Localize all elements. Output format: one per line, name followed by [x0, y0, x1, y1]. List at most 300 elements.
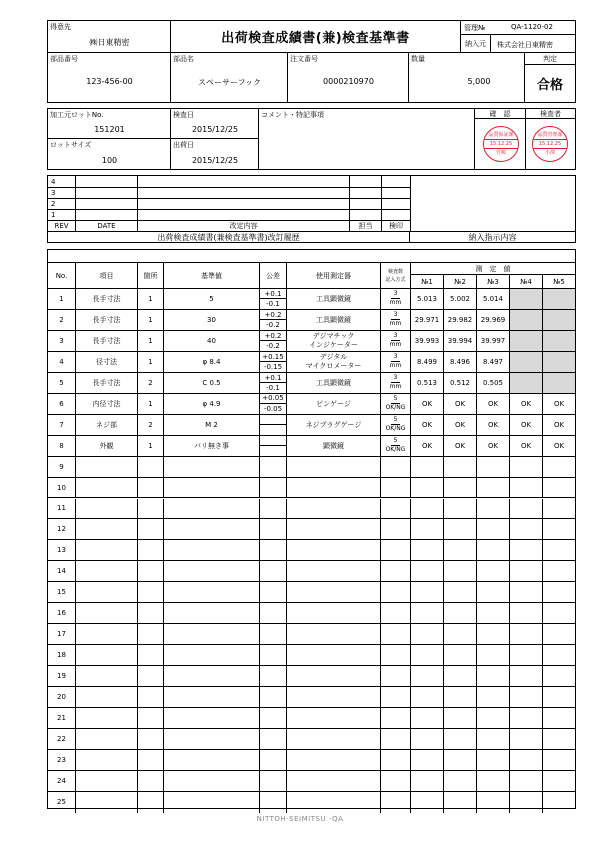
order-no-label: 注文番号	[290, 55, 318, 63]
row-cell	[138, 687, 164, 707]
row-cell	[543, 687, 575, 707]
table-row	[48, 289, 575, 310]
row-cell	[138, 792, 164, 813]
part-name-label: 部品名	[173, 55, 194, 63]
lot-label: 加工元ロットNo.	[50, 111, 104, 119]
row-cell	[477, 750, 510, 770]
header-spacer	[48, 250, 575, 263]
row-cell	[477, 708, 510, 728]
row-item: 内径寸法	[76, 394, 138, 414]
row-cell	[543, 666, 575, 686]
rev-approve-label: 検印	[389, 222, 403, 230]
row-cell	[543, 540, 575, 560]
page-title: 出荷検査成績書(兼)検査基準書	[221, 31, 410, 46]
row-cell	[76, 561, 138, 581]
table-row	[48, 666, 575, 687]
row-cell	[543, 478, 575, 498]
row-cell	[510, 603, 543, 623]
row-measure-5	[543, 331, 575, 351]
row-cell	[138, 582, 164, 602]
row-cell	[164, 624, 260, 644]
row-place: 1	[138, 331, 164, 351]
rev-date-label: DATE	[76, 221, 138, 231]
row-measure-2: 29.982	[444, 310, 477, 330]
row-cell	[164, 792, 260, 813]
row-cell	[260, 687, 287, 707]
row-cell	[287, 457, 381, 477]
qty: 5,000	[467, 77, 491, 86]
row-cell	[76, 457, 138, 477]
rev-label: REV	[48, 221, 76, 231]
row-cell	[411, 499, 444, 519]
table-row	[48, 729, 575, 750]
row-cell	[543, 645, 575, 665]
row-cell	[381, 645, 411, 665]
row-tolerance: +0.2 -0.2	[260, 331, 287, 351]
row-tool: デジマチック インジケーター	[287, 331, 381, 351]
row-cell	[477, 499, 510, 519]
row-standard: C 0.5	[164, 373, 260, 393]
row-cell	[510, 666, 543, 686]
row-tolerance: +0.2 -0.2	[260, 310, 287, 330]
row-count: $\frac{5}{OK/NG}$	[381, 415, 411, 435]
row-measure-3: 29.969	[477, 310, 510, 330]
ship-date-label: 出荷日	[173, 141, 194, 149]
row-measure-1: 39.993	[411, 331, 444, 351]
row-cell	[381, 729, 411, 749]
row-item: 長手寸法	[76, 310, 138, 330]
row-cell	[411, 771, 444, 791]
row-tool: ネジプラグゲージ	[287, 415, 381, 435]
table-row	[48, 708, 575, 729]
row-cell	[510, 582, 543, 602]
row-cell	[287, 540, 381, 560]
row-cell	[543, 603, 575, 623]
row-no: 2	[48, 310, 76, 330]
row-cell	[411, 729, 444, 749]
row-cell	[138, 729, 164, 749]
row-cell	[287, 708, 381, 728]
row-cell	[543, 561, 575, 581]
revision-row: 1	[48, 209, 410, 220]
row-cell	[510, 729, 543, 749]
revision-block	[47, 175, 576, 243]
row-cell	[138, 561, 164, 581]
table-row	[48, 771, 575, 792]
row-cell	[381, 687, 411, 707]
row-cell	[260, 457, 287, 477]
row-no: 8	[48, 436, 76, 456]
row-cell	[411, 792, 444, 813]
row-no: 24	[48, 771, 76, 791]
row-item: 長手寸法	[76, 373, 138, 393]
row-measure-3: 0.505	[477, 373, 510, 393]
col-header-place: 箇所	[138, 263, 164, 289]
row-place: 2	[138, 373, 164, 393]
row-cell	[138, 519, 164, 539]
row-tool: 工具顕微鏡	[287, 373, 381, 393]
row-cell	[381, 792, 411, 813]
row-tolerance: +0.05 -0.05	[260, 394, 287, 414]
row-cell	[543, 499, 575, 519]
table-row	[48, 687, 575, 708]
row-no: 20	[48, 687, 76, 707]
row-measure-3: 8.497	[477, 352, 510, 372]
row-cell	[444, 561, 477, 581]
row-cell	[138, 499, 164, 519]
row-no: 12	[48, 519, 76, 539]
row-measure-1: 0.513	[411, 373, 444, 393]
row-cell	[164, 561, 260, 581]
row-cell	[164, 750, 260, 770]
row-measure-2: 5.002	[444, 289, 477, 309]
row-cell	[287, 582, 381, 602]
row-cell	[411, 519, 444, 539]
revision-row: 2	[48, 198, 410, 209]
row-cell	[138, 708, 164, 728]
row-cell	[477, 792, 510, 813]
row-cell	[164, 666, 260, 686]
row-cell	[444, 603, 477, 623]
row-measure-5: OK	[553, 441, 565, 450]
row-cell	[138, 645, 164, 665]
table-row	[48, 436, 575, 457]
table-row	[48, 792, 575, 813]
control-no: QA-1120-02	[511, 23, 553, 31]
row-standard: M 2	[164, 415, 260, 435]
row-cell	[287, 792, 381, 813]
row-cell	[444, 582, 477, 602]
col-header-tool: 使用測定器	[287, 263, 381, 289]
delivery-value: 株式会社日東精密	[497, 41, 553, 49]
col-header-m1: №1	[411, 275, 444, 289]
row-cell	[381, 499, 411, 519]
row-cell	[543, 457, 575, 477]
col-header-m3: №3	[477, 275, 510, 289]
row-cell	[510, 478, 543, 498]
row-cell	[543, 729, 575, 749]
table-row	[48, 540, 575, 561]
info-row-2	[47, 108, 576, 170]
row-cell	[287, 771, 381, 791]
row-cell	[260, 478, 287, 498]
row-cell	[381, 519, 411, 539]
row-cell	[164, 708, 260, 728]
row-cell	[287, 624, 381, 644]
row-cell	[260, 729, 287, 749]
row-place: 1	[138, 310, 164, 330]
row-no: 3	[48, 331, 76, 351]
row-cell	[510, 750, 543, 770]
judge-label: 判定	[543, 54, 557, 63]
row-cell	[381, 478, 411, 498]
row-cell	[164, 478, 260, 498]
col-header-m5: №5	[543, 275, 575, 289]
row-count: $\frac{3}{mm}$	[381, 352, 411, 372]
row-place: 1	[138, 289, 164, 309]
row-tolerance: +0.1 -0.1	[260, 373, 287, 393]
row-cell	[543, 582, 575, 602]
row-standard: φ 8.4	[164, 352, 260, 372]
row-cell	[444, 708, 477, 728]
inspect-date-label: 検査日	[173, 111, 194, 119]
row-no: 17	[48, 624, 76, 644]
row-cell	[543, 624, 575, 644]
row-cell	[543, 771, 575, 791]
row-tool: デジタル マイクロメーター	[287, 352, 381, 372]
row-count: $\frac{3}{mm}$	[381, 331, 411, 351]
row-no: 11	[48, 499, 76, 519]
row-cell	[543, 792, 575, 813]
customer-cell	[48, 21, 171, 52]
row-cell	[287, 729, 381, 749]
row-cell	[138, 457, 164, 477]
row-cell	[76, 582, 138, 602]
col-header-item: 項目	[76, 263, 138, 289]
row-no: 10	[48, 478, 76, 498]
row-cell	[76, 729, 138, 749]
row-cell	[138, 603, 164, 623]
table-row	[48, 373, 575, 394]
row-cell	[411, 645, 444, 665]
inspection-table	[47, 249, 576, 809]
judge-value: 合格	[536, 78, 563, 93]
row-cell	[381, 561, 411, 581]
row-cell	[287, 687, 381, 707]
row-cell	[543, 750, 575, 770]
row-cell	[444, 687, 477, 707]
row-no: 18	[48, 645, 76, 665]
row-measure-4	[510, 373, 543, 393]
customer-label: 得意先	[50, 23, 71, 31]
row-measure-3: 5.014	[477, 289, 510, 309]
row-no: 13	[48, 540, 76, 560]
row-count: $\frac{5}{OK/NG}$	[381, 394, 411, 414]
row-cell	[477, 771, 510, 791]
row-cell	[287, 519, 381, 539]
row-measure-4: OK	[510, 415, 543, 435]
row-standard: バリ無き事	[164, 436, 260, 456]
row-cell	[510, 771, 543, 791]
row-cell	[411, 457, 444, 477]
table-row	[48, 457, 575, 478]
row-measure-2: 39.994	[444, 331, 477, 351]
inspect-date: 2015/12/25	[191, 125, 239, 134]
row-no: 19	[48, 666, 76, 686]
row-cell	[477, 478, 510, 498]
row-cell	[381, 540, 411, 560]
row-count: $\frac{3}{mm}$	[381, 373, 411, 393]
row-measure-5	[543, 352, 575, 372]
row-measure-4: OK	[510, 436, 543, 456]
row-cell	[543, 519, 575, 539]
row-tool: 工具顕微鏡	[287, 289, 381, 309]
row-no: 4	[48, 352, 76, 372]
rev-content-label: 改定内容	[138, 221, 350, 231]
row-cell	[138, 478, 164, 498]
row-cell	[260, 708, 287, 728]
row-cell	[76, 792, 138, 813]
row-cell	[76, 750, 138, 770]
row-standard: 5	[164, 289, 260, 309]
row-cell	[444, 624, 477, 644]
row-no: 22	[48, 729, 76, 749]
row-cell	[411, 561, 444, 581]
revision-row: 4	[48, 176, 410, 187]
row-measure-5: OK	[553, 420, 565, 429]
comment-label: コメント・特記事項	[261, 111, 324, 119]
row-measure-4	[510, 331, 543, 351]
row-cell	[260, 499, 287, 519]
row-cell	[444, 792, 477, 813]
row-cell	[138, 750, 164, 770]
row-cell	[477, 666, 510, 686]
table-row	[48, 499, 575, 520]
row-cell	[287, 666, 381, 686]
row-no: 15	[48, 582, 76, 602]
row-tolerance	[260, 415, 287, 435]
row-cell	[76, 540, 138, 560]
row-measure-4	[510, 289, 543, 309]
row-cell	[477, 519, 510, 539]
table-row	[48, 561, 575, 582]
row-cell	[260, 519, 287, 539]
row-cell	[510, 499, 543, 519]
row-cell	[477, 582, 510, 602]
row-cell	[381, 771, 411, 791]
col-header-measured: 測 定 値	[411, 263, 575, 275]
row-cell	[76, 603, 138, 623]
row-measure-3: 39.997	[477, 331, 510, 351]
row-no: 9	[48, 457, 76, 477]
row-cell	[76, 499, 138, 519]
col-header-standard: 基準値	[164, 263, 260, 289]
row-cell	[164, 687, 260, 707]
inspector-stamp: 品質管理課 15.12.25 小澤	[532, 126, 568, 162]
row-cell	[477, 729, 510, 749]
col-header-m4: №4	[510, 275, 543, 289]
row-cell	[260, 624, 287, 644]
row-cell	[510, 540, 543, 560]
footer-text: NITTOH-SEIMITSU -QA	[256, 815, 344, 823]
row-item: ネジ部	[76, 415, 138, 435]
row-item: 径寸法	[76, 352, 138, 372]
row-place: 1	[138, 352, 164, 372]
row-cell	[76, 708, 138, 728]
table-row	[48, 310, 575, 331]
col-header-tolerance: 公差	[260, 263, 287, 289]
row-cell	[477, 645, 510, 665]
row-cell	[260, 666, 287, 686]
row-cell	[411, 750, 444, 770]
row-tolerance	[260, 436, 287, 456]
control-no-label: 管理№	[464, 24, 486, 32]
row-cell	[477, 540, 510, 560]
row-cell	[260, 792, 287, 813]
row-measure-4	[510, 310, 543, 330]
row-cell	[287, 645, 381, 665]
rev-owner-label: 担当	[350, 221, 382, 231]
row-cell	[444, 457, 477, 477]
col-header-count: 検査数 記入方式	[381, 263, 411, 289]
row-measure-3: OK	[477, 415, 510, 435]
row-cell	[164, 519, 260, 539]
row-no: 14	[48, 561, 76, 581]
row-cell	[477, 561, 510, 581]
row-cell	[381, 582, 411, 602]
row-no: 21	[48, 708, 76, 728]
row-tool: ピンゲージ	[287, 394, 381, 414]
table-row	[48, 603, 575, 624]
row-cell	[477, 624, 510, 644]
delivery-label: 納入元	[465, 39, 486, 48]
row-cell	[260, 645, 287, 665]
row-cell	[381, 457, 411, 477]
row-cell	[76, 666, 138, 686]
row-item: 外観	[76, 436, 138, 456]
row-cell	[510, 687, 543, 707]
table-row	[48, 331, 575, 352]
table-row	[48, 582, 575, 603]
row-measure-1: OK	[411, 436, 444, 456]
row-cell	[381, 750, 411, 770]
row-cell	[138, 624, 164, 644]
table-row	[48, 415, 575, 436]
row-cell	[411, 666, 444, 686]
row-cell	[411, 540, 444, 560]
row-cell	[510, 624, 543, 644]
row-cell	[411, 624, 444, 644]
lot-size: 100	[101, 156, 118, 165]
row-cell	[260, 561, 287, 581]
row-cell	[411, 687, 444, 707]
table-row	[48, 750, 575, 771]
row-tolerance: +0.15 -0.15	[260, 352, 287, 372]
row-cell	[444, 729, 477, 749]
row-no: 23	[48, 750, 76, 770]
row-tool: 顕微鏡	[287, 436, 381, 456]
row-cell	[444, 645, 477, 665]
row-count: $\frac{3}{mm}$	[381, 289, 411, 309]
lot: 151201	[94, 125, 125, 134]
row-no: 5	[48, 373, 76, 393]
row-tool: 工具顕微鏡	[287, 310, 381, 330]
row-cell	[543, 708, 575, 728]
row-cell	[164, 499, 260, 519]
part-no: 123-456-00	[86, 77, 133, 86]
header-block	[47, 20, 576, 53]
row-cell	[76, 519, 138, 539]
row-measure-1: OK	[411, 415, 444, 435]
row-cell	[76, 645, 138, 665]
row-no: 7	[48, 415, 76, 435]
row-place: 1	[138, 436, 164, 456]
row-no: 6	[48, 394, 76, 414]
row-count: $\frac{5}{OK/NG}$	[381, 436, 411, 456]
row-cell	[444, 499, 477, 519]
row-cell	[411, 478, 444, 498]
row-cell	[138, 540, 164, 560]
row-item: 長手寸法	[76, 331, 138, 351]
row-measure-1: OK	[411, 394, 444, 414]
row-cell	[477, 687, 510, 707]
row-cell	[164, 457, 260, 477]
row-measure-2: 0.512	[444, 373, 477, 393]
row-measure-2: OK	[444, 394, 477, 414]
table-row	[48, 394, 575, 415]
part-no-label: 部品番号	[50, 55, 78, 63]
row-cell	[381, 708, 411, 728]
